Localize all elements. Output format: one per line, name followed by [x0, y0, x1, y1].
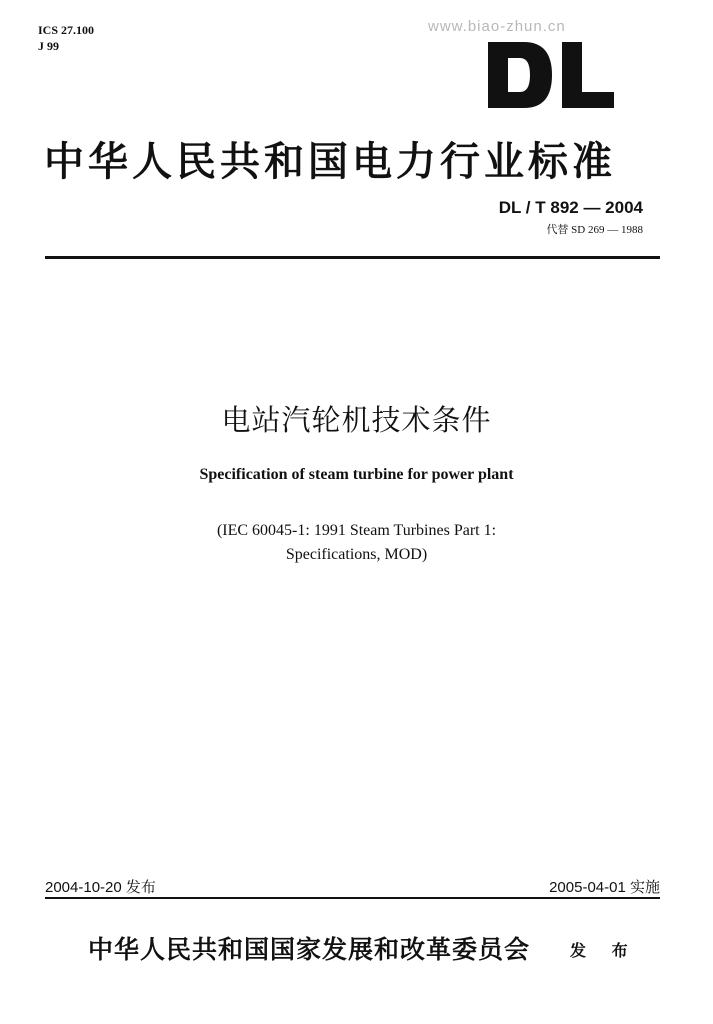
title-chinese: 电站汽轮机技术条件 [221, 403, 492, 437]
classification-block [38, 22, 94, 54]
replaces-standard: 代替 SD 269 — 1988 [546, 224, 643, 236]
category-code: J 99 [38, 39, 59, 53]
footer-rule [45, 897, 660, 899]
issuing-authority: 中华人民共和国国家发展和改革委员会 [88, 935, 531, 964]
logo-letter-d [488, 42, 552, 108]
title-english: Specification of steam turbine for power plant [199, 466, 514, 483]
header-rule [45, 256, 660, 259]
dl-logo [486, 40, 616, 110]
publish-label: 发 布 [570, 941, 638, 960]
standard-number: DL / T 892 — 2004 [498, 198, 643, 217]
logo-text: DL [486, 40, 488, 41]
implementation-date: 2005-04-01 实施 [549, 879, 660, 896]
ics-code: ICS 27.100 [38, 23, 95, 37]
logo-letter-l [562, 42, 614, 108]
reference-line-2: Specifications, MOD) [285, 546, 428, 563]
issue-date: 2004-10-20 发布 [45, 879, 156, 896]
watermark: www.biao-zhun.cn [428, 18, 566, 35]
reference-line-1: (IEC 60045-1: 1991 Steam Turbines Part 1: [216, 522, 497, 539]
org-title: 中华人民共和国电力行业标准 [44, 139, 616, 185]
